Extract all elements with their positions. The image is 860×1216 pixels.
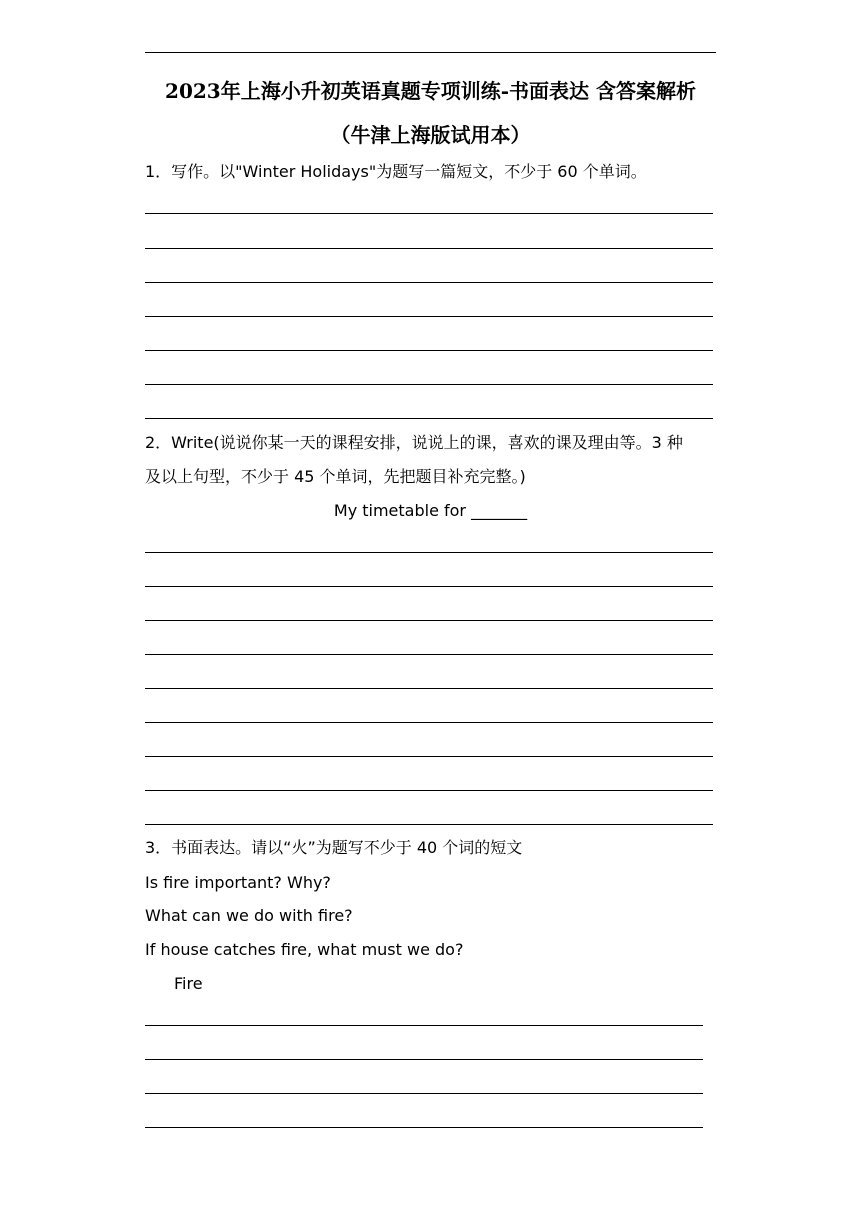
answer-line[interactable] [145, 1025, 703, 1026]
answer-line[interactable] [145, 552, 713, 553]
answer-line[interactable] [145, 1093, 703, 1094]
question-3-prompt: 3．书面表达。请以“火”为题写不少于 40 个词的短文 [145, 838, 523, 857]
question-2-prompt-line-2: 及以上句型，不少于 45 个单词，先把题目补充完整。) [145, 467, 526, 486]
answer-line[interactable] [145, 722, 713, 723]
answer-line[interactable] [145, 213, 713, 214]
answer-line[interactable] [145, 316, 713, 317]
question-3-heading: Fire [174, 974, 203, 993]
answer-line[interactable] [145, 688, 713, 689]
answer-line[interactable] [145, 756, 713, 757]
answer-line[interactable] [145, 824, 713, 825]
document-subtitle: （牛津上海版试用本） [330, 123, 531, 147]
answer-line[interactable] [145, 1059, 703, 1060]
question-3-guide-question: What can we do with fire? [145, 906, 353, 925]
answer-line[interactable] [145, 350, 713, 351]
question-2-prompt-line-1: 2．Write(说说你某一天的课程安排，说说上的课，喜欢的课及理由等。3 种 [145, 433, 683, 452]
answer-line[interactable] [145, 1127, 703, 1128]
answer-line[interactable] [145, 282, 713, 283]
question-2-heading: My timetable for _______ [333, 501, 528, 520]
answer-line[interactable] [145, 248, 713, 249]
document-title: 2023年上海小升初英语真题专项训练-书面表达 含答案解析 [165, 79, 696, 103]
answer-line[interactable] [145, 418, 713, 419]
answer-line[interactable] [145, 384, 713, 385]
header-rule [145, 52, 716, 53]
answer-line[interactable] [145, 586, 713, 587]
question-3-guide-question: Is fire important? Why? [145, 873, 331, 892]
question-3-guide-question: If house catches fire, what must we do? [145, 940, 464, 959]
answer-line[interactable] [145, 790, 713, 791]
question-1-prompt: 1．写作。以"Winter Holidays"为题写一篇短文，不少于 60 个单词。 [145, 162, 647, 181]
answer-line[interactable] [145, 620, 713, 621]
answer-line[interactable] [145, 654, 713, 655]
